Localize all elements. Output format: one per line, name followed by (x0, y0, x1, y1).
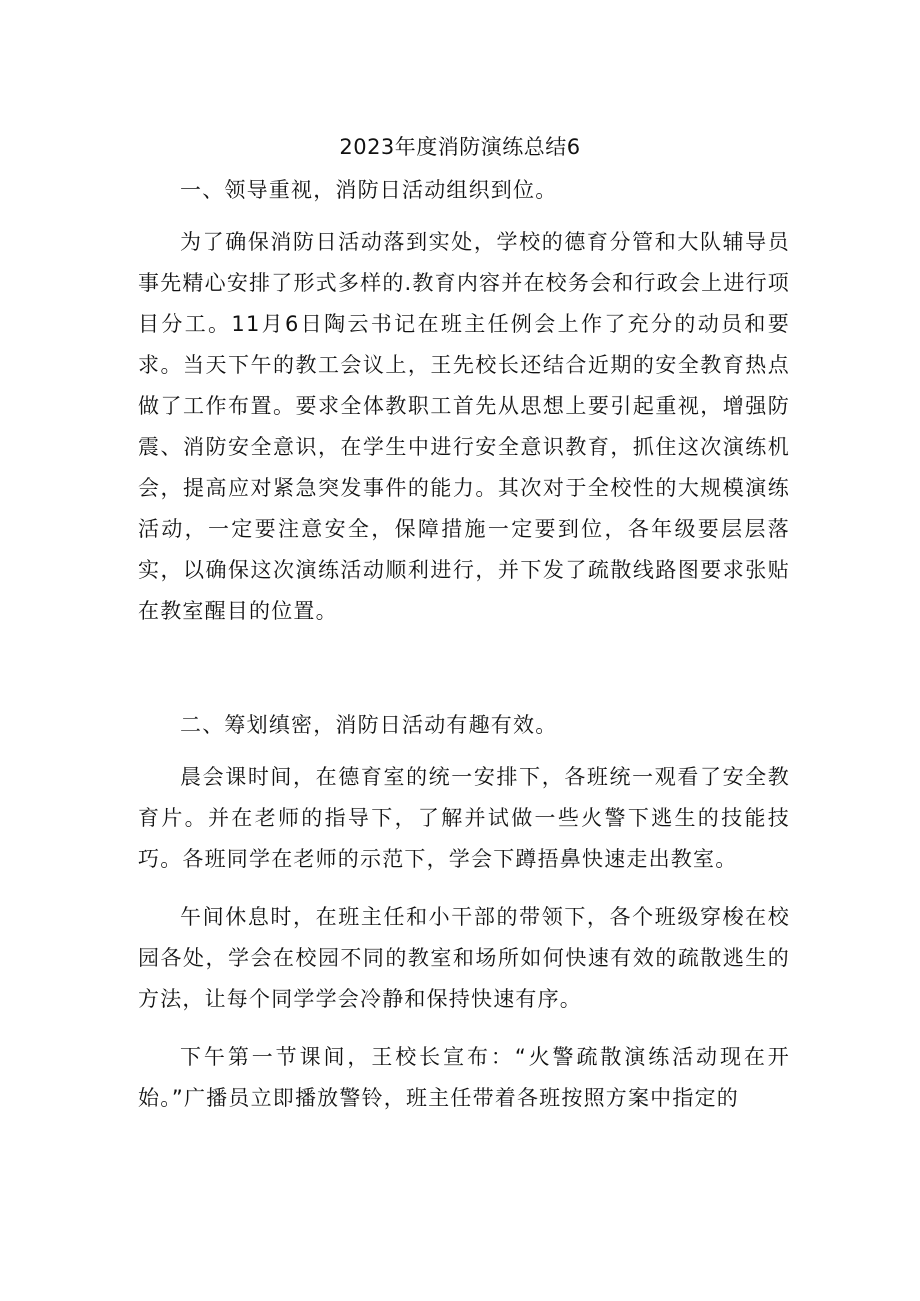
section-heading-2: 二、筹划缜密，消防日活动有趣有效。 (180, 713, 558, 737)
body-paragraph-2: 晨会课时间，在德育室的统一安排下，各班统一观看了安全教育片。并在老师的指导下，了解并试做一些火警下逃生的技能技巧。各班同学在老师的示范下，学会下蹲捂鼻快速走出教室。 (138, 765, 790, 871)
document-title: 2023年度消防演练总结6 (339, 135, 581, 159)
body-paragraph-3: 午间休息时，在班主任和小干部的带领下，各个班级穿梭在校园各处，学会在校园不同的教室和场所如何快速有效的疏散逃生的方法，让每个同学学会冷静和保持快速有序。 (138, 905, 790, 1011)
body-paragraph-1: 为了确保消防日活动落到实处，学校的德育分管和大队辅导员事先精心安排了形式多样的.教育内容并在校务会和行政会上进行项目分工。11月6日陶云书记在班主任例会上作了充分的动员和要求。当天下午的教工会议上，王先校长还结合近期的安全教育热点做了工作布置。要求全体教职工首先从思想上要引起重视，增强防震、消防安全意识，在学生中进行安全意识教育，抓住这次演练机会，提高应对紧急突发事件的能力。其次对于全校性的大规模演练活动，一定要注意安全，保障措施一定要到位，各年级要层层落实，以确保这次演练活动顺利进行，并下发了疏散线路图要求张贴在教室醒目的位置。 (138, 230, 790, 623)
section-heading-1: 一、领导重视，消防日活动组织到位。 (180, 178, 558, 202)
body-paragraph-4: 下午第一节课间，王校长宣布：“火警疏散演练活动现在开始。”广播员立即播放警铃，班主任带着各班按照方案中指定的 (138, 1045, 790, 1110)
